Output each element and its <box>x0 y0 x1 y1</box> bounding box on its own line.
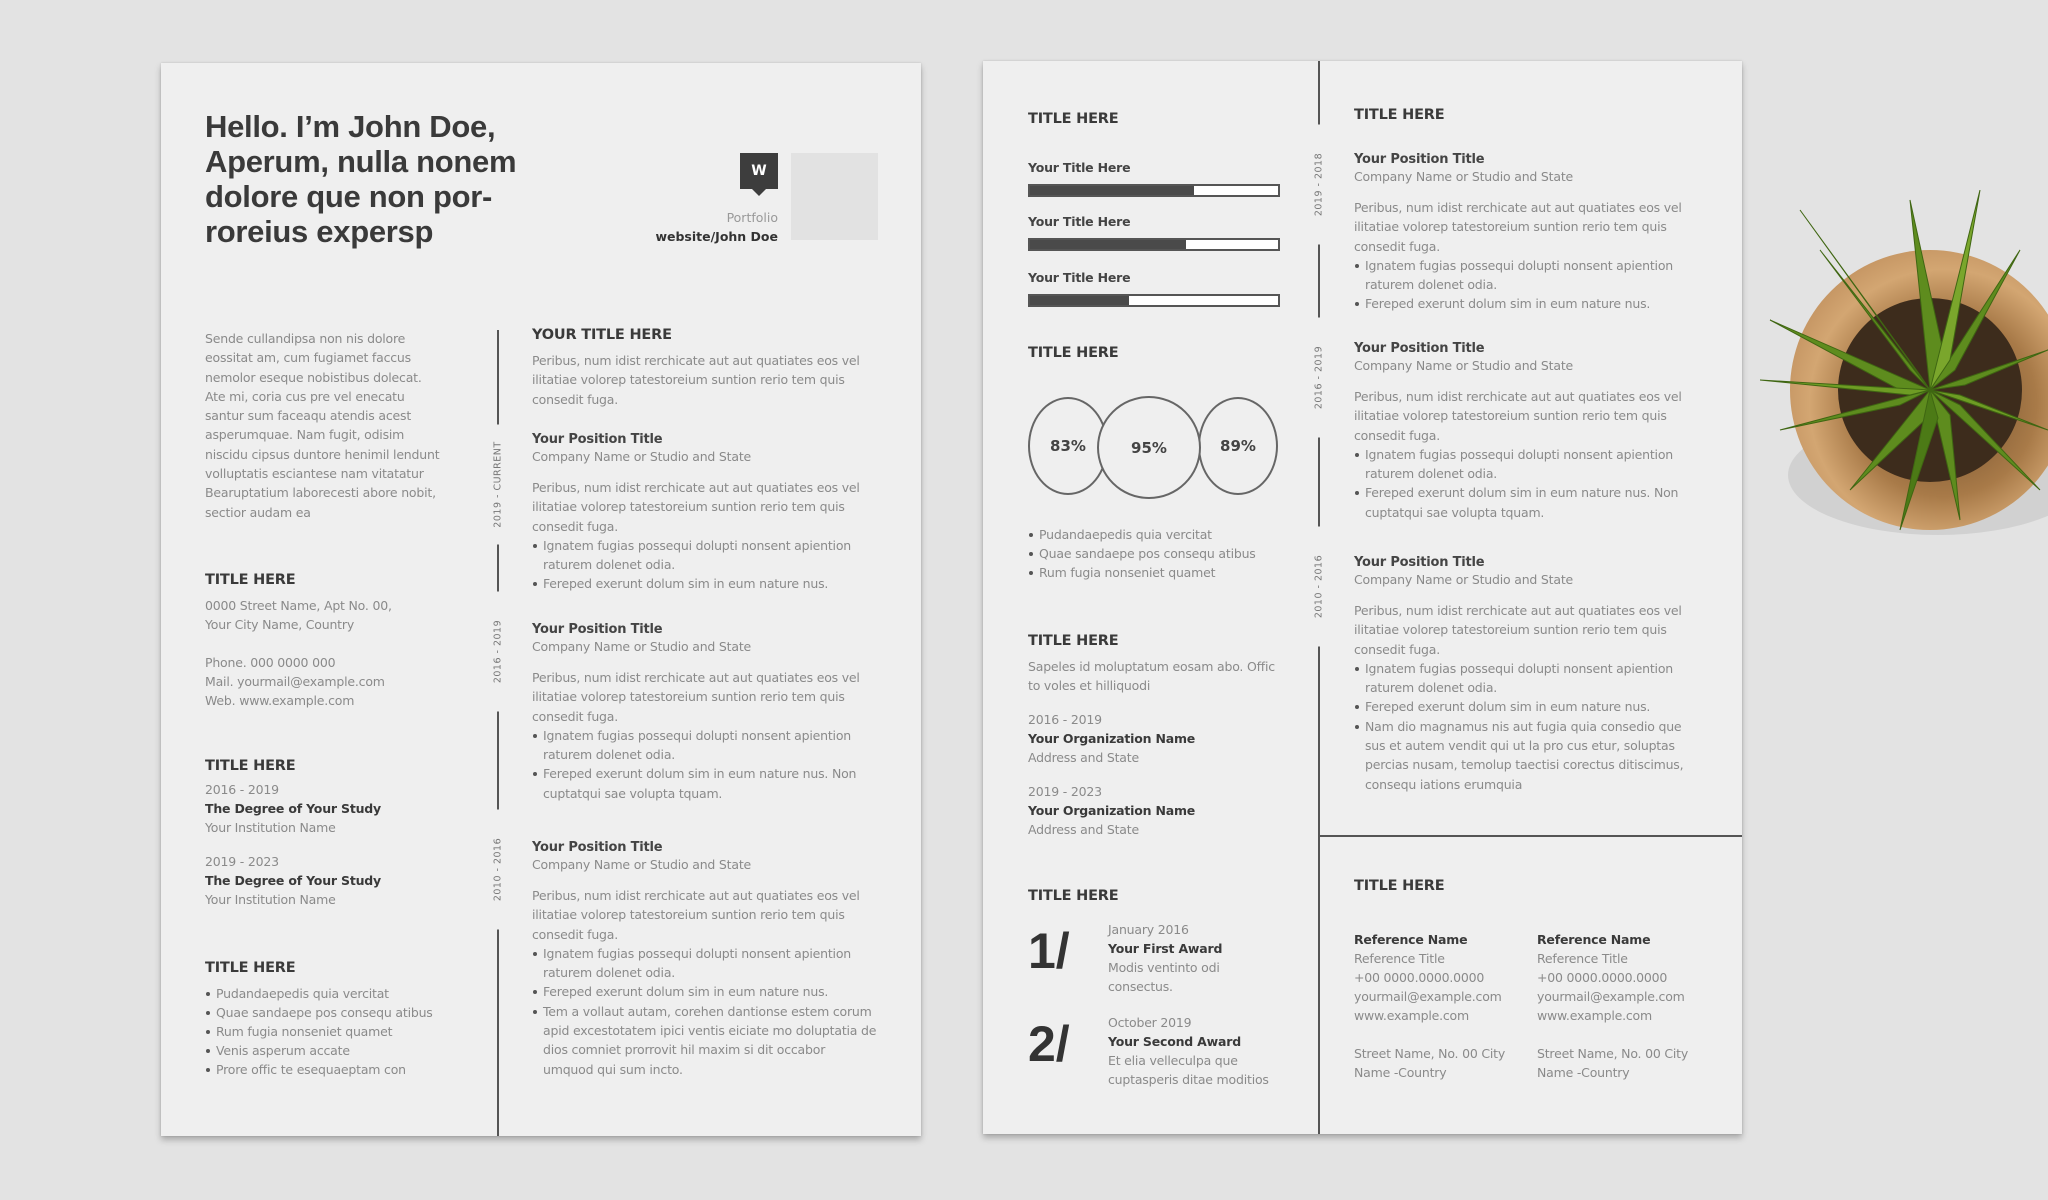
bullet-item: Quae sandaepe pos consequ atibus <box>1028 544 1288 563</box>
reference-website: www.example.com <box>1537 1008 1652 1023</box>
bullet-item: Ignatem fugias possequi dolupti nonsent apiention raturem dolenet odia. <box>532 536 877 575</box>
timeline-date: 2010 - 2016 <box>1310 527 1329 647</box>
timeline-date: 2016 - 2019 <box>1310 318 1329 438</box>
years: 2016 - 2019 <box>205 782 279 797</box>
bullet-item: Prore offic te esequaeptam con <box>205 1060 465 1079</box>
potted-plant-image <box>1760 190 2048 590</box>
education-item <box>205 780 465 837</box>
award-date: January 2016 <box>1108 922 1189 937</box>
skill-label: Your Title Here <box>1028 270 1131 285</box>
skill-bar-fill <box>1030 186 1194 195</box>
website-badge-icon <box>740 153 778 189</box>
headline <box>205 109 625 249</box>
photo-placeholder <box>791 153 878 240</box>
reference-phone: +00 0000.0000.0000 <box>1354 970 1485 985</box>
experience-item <box>532 622 877 803</box>
section-title: TITLE HERE <box>1028 633 1119 649</box>
years: 2019 - 2023 <box>1028 784 1102 799</box>
bullet-item: Tem a vollaut autam, corehen dantionse estem corum apid excestotatem ipici ventis eiciate mo doluptatia de dios comniet prorrovit hil maxim si dit occabor umquod qui sum incto. <box>532 1002 877 1079</box>
position-title: Your Position Title <box>1354 152 1485 167</box>
section-title: TITLE HERE <box>1354 107 1445 123</box>
skill-label: Your Title Here <box>1028 214 1131 229</box>
section-divider <box>1319 835 1742 837</box>
skill-bar-fill <box>1030 240 1186 249</box>
organizations-intro: Sapeles id moluptatum eosam abo. Offic to voles et hilliquodi <box>1028 659 1275 693</box>
award-number: 2/ <box>1028 1016 1070 1072</box>
bullet-item: Fereped exerunt dolum sim in eum nature nus. <box>532 574 877 593</box>
skills-section <box>205 960 465 1079</box>
bullet-item: Pudandaepedis quia vercitat <box>205 984 465 1003</box>
years: 2019 - 2023 <box>205 854 279 869</box>
percent-value: 83% <box>1050 437 1086 455</box>
reference-address: Street Name, No. 00 City Name -Country <box>1354 1046 1506 1080</box>
position-title: Your Position Title <box>532 622 663 637</box>
organization-item <box>1028 710 1298 767</box>
bullet-item: Ignatem fugias possequi dolupti nonsent apiention raturem dolenet odia. <box>1354 445 1699 484</box>
bullet-item: Venis asperum accate <box>205 1041 465 1060</box>
company-name: Company Name or Studio and State <box>532 639 752 654</box>
experience-item <box>532 840 877 1079</box>
badge-letter: W <box>751 163 767 179</box>
timeline-date: 2010 - 2016 <box>489 810 508 930</box>
resume-page-1 <box>161 63 921 1136</box>
skills-list <box>205 984 465 1079</box>
company-name: Company Name or Studio and State <box>1354 358 1574 373</box>
organization-address: Address and State <box>1028 750 1139 765</box>
timeline-date: 2019 - CURRENT <box>489 425 508 545</box>
bullet-item: Rum fugia nonseniet quamet <box>205 1022 465 1041</box>
reference-website: www.example.com <box>1354 1008 1469 1023</box>
reference-title: Reference Title <box>1537 951 1628 966</box>
resume-page-2 <box>983 61 1742 1134</box>
headline-line: Hello. I’m John Doe, <box>205 109 496 144</box>
organization-name: Your Organization Name <box>1028 803 1196 818</box>
position-bullets <box>532 944 877 1079</box>
experience-item <box>1354 341 1699 522</box>
position-description: Peribus, num idist rerchicate aut aut quatiates eos vel ilitatiae volorep tatestoreium suntion rerio tem quis consedit fuga. <box>532 480 860 534</box>
reference-address: Street Name, No. 00 City Name -Country <box>1537 1046 1689 1080</box>
percent-circle <box>1028 397 1108 495</box>
organizations-section <box>1028 633 1298 839</box>
bullet-item: Ignatem fugias possequi dolupti nonsent apiention raturem dolenet odia. <box>532 726 877 765</box>
position-description: Peribus, num idist rerchicate aut aut quatiates eos vel ilitatiae volorep tatestoreium suntion rerio tem quis consedit fuga. <box>532 888 860 942</box>
institution: Your Institution Name <box>205 820 336 835</box>
phone: Phone. 000 0000 000 <box>205 655 336 670</box>
bullet-item: Fereped exerunt dolum sim in eum nature nus. Non cuptatqui sae volupta tquam. <box>532 764 877 803</box>
bullet-item: Pudandaepedis quia vercitat <box>1028 525 1288 544</box>
bullet-item: Ignatem fugias possequi dolupti nonsent apiention raturem dolenet odia. <box>532 944 877 983</box>
reference-name: Reference Name <box>1537 932 1651 947</box>
bullet-item: Fereped exerunt dolum sim in eum nature nus. Non cuptatqui sae volupta tquam. <box>1354 483 1699 522</box>
intro-text: Sende cullandipsa non nis dolore eossitat am, cum fugiamet faccus nemolor eseque nobistibus dolecat. Ate mi, coria cus pre vel enecatu santur sum faceaqu atendis acest asperumquae. Nam fugit, odisim niscidu cipsus duntore henimil lendunt volluptatis esciantese nam vitatatur Bearuptatium laborecesti abore nobit, sectior audam ea <box>205 331 440 520</box>
section-title: TITLE HERE <box>205 572 296 588</box>
badge-pointer-icon <box>752 189 766 196</box>
percent-value: 89% <box>1220 437 1256 455</box>
position-bullets <box>1354 659 1699 794</box>
experience-item <box>1354 555 1699 794</box>
reference-card <box>1354 930 1529 1082</box>
section-title: TITLE HERE <box>1028 888 1119 904</box>
education-section <box>205 758 465 909</box>
timeline-date: 2016 - 2019 <box>489 592 508 712</box>
contact-section <box>205 572 465 710</box>
percent-circle <box>1198 397 1278 495</box>
position-description: Peribus, num idist rerchicate aut aut quatiates eos vel ilitatiae volorep tatestoreium suntion rerio tem quis consedit fuga. <box>532 670 860 724</box>
section-title: TITLE HERE <box>1028 111 1119 127</box>
company-name: Company Name or Studio and State <box>532 857 752 872</box>
education-item <box>205 852 465 909</box>
company-name: Company Name or Studio and State <box>1354 572 1574 587</box>
email: Mail. yourmail@example.com <box>205 674 385 689</box>
reference-phone: +00 0000.0000.0000 <box>1537 970 1668 985</box>
position-bullets <box>1354 445 1699 522</box>
section-title: YOUR TITLE HERE <box>532 327 672 343</box>
skill-bar <box>1028 184 1280 197</box>
reference-title: Reference Title <box>1354 951 1445 966</box>
degree: The Degree of Your Study <box>205 801 381 816</box>
organization-item <box>1028 782 1298 839</box>
bullet-item: Fereped exerunt dolum sim in eum nature nus. <box>1354 294 1699 313</box>
circle-bullets <box>1028 525 1288 582</box>
bullet-item: Nam dio magnamus nis aut fugia quia consedio que sus et autem vendit qui ut la pro cus etur, soluptas percias nusam, temolup taectisi corectus ditiscimus, consequ iations erumquia <box>1354 717 1699 794</box>
years: 2016 - 2019 <box>1028 712 1102 727</box>
position-description: Peribus, num idist rerchicate aut aut quatiates eos vel ilitatiae volorep tatestoreium suntion rerio tem quis consedit fuga. <box>1354 200 1682 254</box>
reference-card <box>1537 930 1712 1082</box>
position-bullets <box>1354 256 1699 314</box>
headline-line: dolore que non por- <box>205 179 493 214</box>
portfolio-link[interactable]: website/John Doe <box>655 229 778 244</box>
bullet-item: Fereped exerunt dolum sim in eum nature nus. <box>532 982 877 1001</box>
section-title: TITLE HERE <box>205 960 296 976</box>
bullet-item: Quae sandaepe pos consequ atibus <box>205 1003 465 1022</box>
portfolio <box>655 208 778 246</box>
experience-intro: Peribus, num idist rerchicate aut aut quatiates eos vel ilitatiae volorep tatestoreium suntion rerio tem quis consedit fuga. <box>532 353 860 407</box>
bullet-item: Rum fugia nonseniet quamet <box>1028 563 1288 582</box>
position-title: Your Position Title <box>532 840 663 855</box>
award-date: October 2019 <box>1108 1015 1192 1030</box>
headline-line: Aperum, nulla nonem <box>205 144 517 179</box>
skill-bar <box>1028 294 1280 307</box>
section-title: TITLE HERE <box>205 758 296 774</box>
award-item <box>1108 1013 1288 1089</box>
position-description: Peribus, num idist rerchicate aut aut quatiates eos vel ilitatiae volorep tatestoreium suntion rerio tem quis consedit fuga. <box>1354 389 1682 443</box>
skill-bar <box>1028 238 1280 251</box>
award-name: Your Second Award <box>1108 1034 1241 1049</box>
institution: Your Institution Name <box>205 892 336 907</box>
degree: The Degree of Your Study <box>205 873 381 888</box>
position-title: Your Position Title <box>532 432 663 447</box>
bullet-item: Fereped exerunt dolum sim in eum nature nus. <box>1354 697 1699 716</box>
reference-email: yourmail@example.com <box>1537 989 1685 1004</box>
timeline-date: 2019 - 2018 <box>1310 125 1329 245</box>
experience-item <box>532 432 877 594</box>
bullet-item: Ignatem fugias possequi dolupti nonsent apiention raturem dolenet odia. <box>1354 256 1699 295</box>
award-description: Et elia velleculpa que cuptasperis ditae moditios <box>1108 1053 1269 1087</box>
award-item <box>1108 920 1288 996</box>
position-description: Peribus, num idist rerchicate aut aut quatiates eos vel ilitatiae volorep tatestoreium suntion rerio tem quis consedit fuga. <box>1354 603 1682 657</box>
award-number: 1/ <box>1028 923 1070 979</box>
position-bullets <box>532 726 877 803</box>
portfolio-label: Portfolio <box>726 210 778 225</box>
section-title: TITLE HERE <box>1354 878 1445 894</box>
reference-name: Reference Name <box>1354 932 1468 947</box>
position-title: Your Position Title <box>1354 555 1485 570</box>
organization-name: Your Organization Name <box>1028 731 1196 746</box>
headline-line: roreius expersp <box>205 214 434 249</box>
percent-circle <box>1097 396 1201 499</box>
experience-header <box>532 327 882 409</box>
position-title: Your Position Title <box>1354 341 1485 356</box>
organization-address: Address and State <box>1028 822 1139 837</box>
bullet-item: Ignatem fugias possequi dolupti nonsent apiention raturem dolenet odia. <box>1354 659 1699 698</box>
website: Web. www.example.com <box>205 693 355 708</box>
company-name: Company Name or Studio and State <box>532 449 752 464</box>
award-name: Your First Award <box>1108 941 1223 956</box>
address-line: 0000 Street Name, Apt No. 00, <box>205 598 392 613</box>
section-title: TITLE HERE <box>1028 345 1119 361</box>
percent-value: 95% <box>1131 438 1167 457</box>
award-description: Modis ventinto odi consectus. <box>1108 960 1220 994</box>
skill-label: Your Title Here <box>1028 160 1131 175</box>
skill-bar-fill <box>1030 296 1129 305</box>
experience-item <box>1354 152 1699 314</box>
reference-email: yourmail@example.com <box>1354 989 1502 1004</box>
address-line: Your City Name, Country <box>205 617 355 632</box>
company-name: Company Name or Studio and State <box>1354 169 1574 184</box>
position-bullets <box>532 536 877 594</box>
